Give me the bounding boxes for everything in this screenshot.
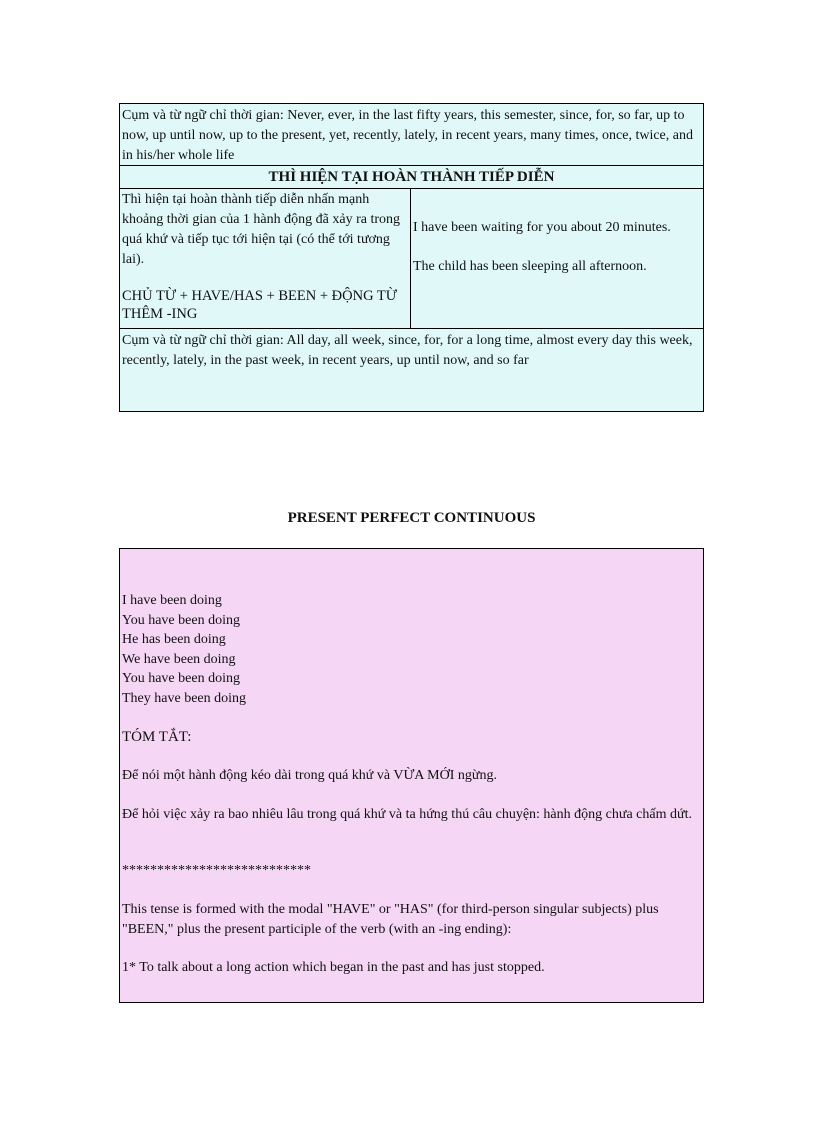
tense-title: THÌ HIỆN TẠI HOÀN THÀNH TIẾP DIỄN (268, 169, 555, 185)
definition-row (120, 189, 703, 329)
section-heading: PRESENT PERFECT CONTINUOUS (287, 510, 536, 526)
time-expressions-text-2: Cụm và từ ngữ chỉ thời gian: All day, all week, since, for, for a long time, almost every day this week, recently, lately, in the past week, in recent years, up until now, and so far (122, 333, 693, 368)
conjugation-line: You have been doing (122, 671, 240, 687)
tense-formula: CHỦ TỪ + HAVE/HAS + BEEN + ĐỘNG TỪ THÊM -ING (122, 288, 398, 322)
conjugation-line: We have been doing (122, 651, 236, 667)
time-expressions-text: Cụm và từ ngữ chỉ thời gian: Never, ever, in the last fifty years, this semester, since, for, so far, up to now, up until now, up to the present, yet, recently, lately, in recent years, many times, once, twice, and in his/her whole life (122, 108, 693, 163)
conjugation-line: They have been doing (122, 690, 247, 706)
example-sentence-2: The child has been sleeping all afternoon. (413, 259, 647, 274)
tense-table (119, 103, 704, 412)
usage-point-1: 1* To talk about a long action which began in the past and has just stopped. (122, 960, 545, 976)
summary-title: TÓM TẮT: (122, 728, 192, 745)
tense-title-cell (120, 166, 703, 189)
tense-formation-text: This tense is formed with the modal "HAVE" or "HAS" (for third-person singular subjects) plus "BEEN," plus the present participle of the verb (with an -ing ending): (122, 901, 659, 937)
time-expressions-cell-2 (120, 329, 703, 411)
summary-point-2: Để hỏi việc xảy ra bao nhiêu lâu trong quá khứ và ta hứng thú câu chuyện: hành động chưa chấm dứt. (122, 806, 692, 822)
conjugation-line: You have been doing (122, 612, 240, 628)
conjugation-list (122, 591, 701, 709)
conjugation-line: He has been doing (122, 632, 226, 648)
definition-cell (120, 189, 411, 328)
separator-stars: *************************** (122, 863, 311, 879)
summary-point-1: Để nói một hành động kéo dài trong quá khứ và VỪA MỚI ngừng. (122, 768, 497, 784)
explanation-box (119, 548, 704, 1003)
tense-description: Thì hiện tại hoàn thành tiếp diễn nhấn mạnh khoảng thời gian của 1 hành động đã xảy ra trong quá khứ và tiếp tục tới hiện tại (có thể tới tương lai). (122, 192, 400, 267)
examples-cell (411, 189, 703, 328)
conjugation-line: I have been doing (122, 593, 222, 608)
time-expressions-cell (120, 104, 703, 166)
example-sentence-1: I have been waiting for you about 20 minutes. (413, 220, 671, 235)
